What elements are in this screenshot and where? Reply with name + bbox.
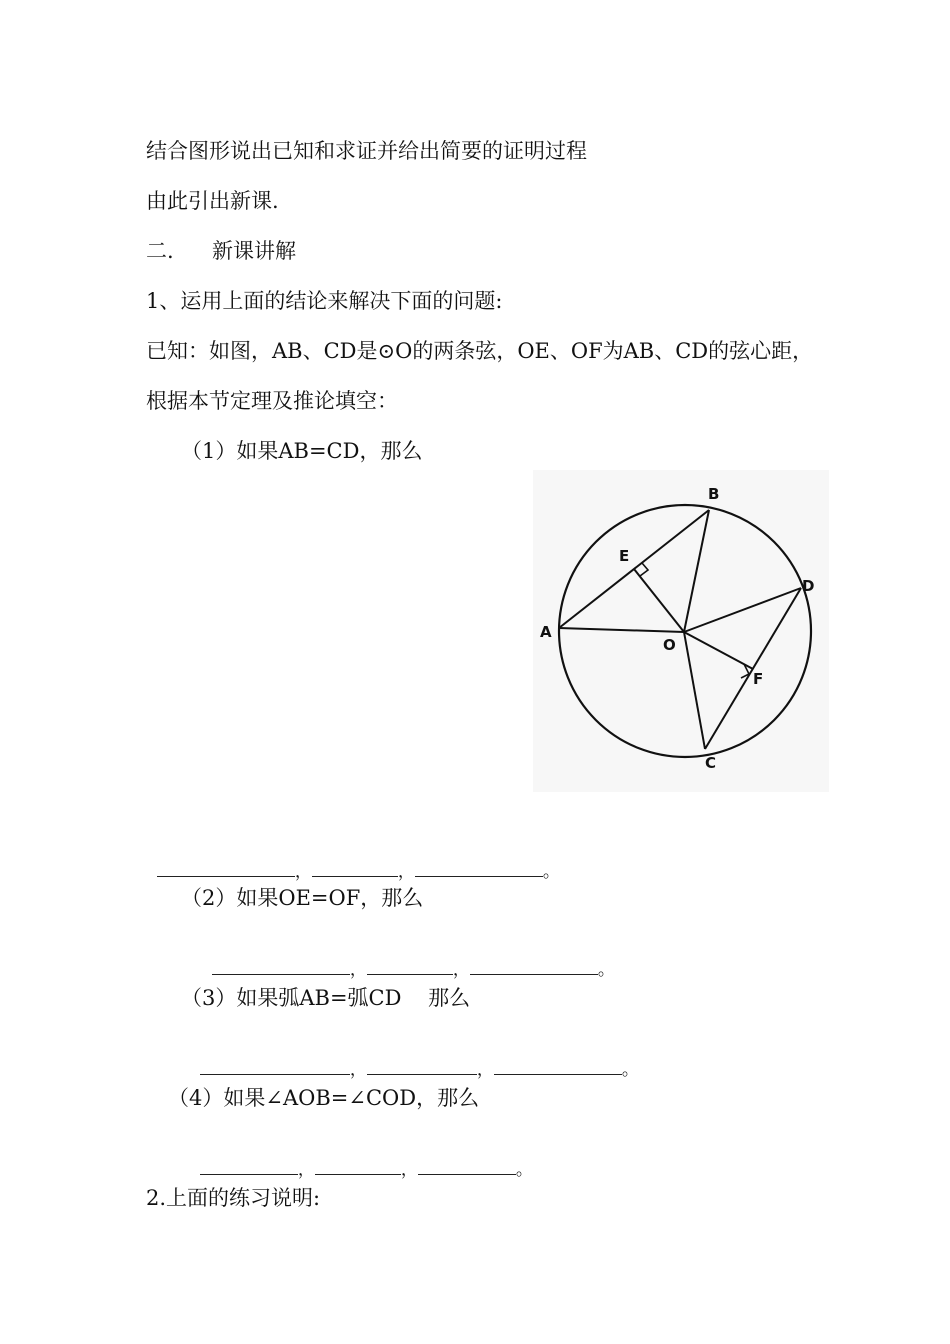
blank-input[interactable] [470, 960, 598, 975]
label-d: D [802, 577, 815, 595]
item-1-prompt: （1）如果AB=CD，那么 [181, 439, 423, 463]
comma: ， [297, 1160, 315, 1180]
circle-chords-figure [533, 470, 829, 796]
comma: ， [476, 1060, 494, 1080]
blank-input[interactable] [315, 1160, 401, 1175]
period: 。 [542, 862, 560, 882]
blank-input[interactable] [312, 862, 398, 877]
item-4-prompt: （4）如果∠AOB=∠COD，那么 [168, 1086, 480, 1110]
label-b: B [708, 485, 720, 503]
blank-input[interactable] [212, 960, 350, 975]
item-4-blanks [189, 1143, 533, 1179]
comma: ， [349, 1060, 367, 1080]
blank-input[interactable] [418, 1160, 516, 1175]
comma: ， [452, 960, 470, 980]
item-3-prompt: （3）如果弧AB=弧CD 那么 [181, 986, 471, 1010]
period: 。 [597, 960, 615, 980]
question-1-title: 1、运用上面的结论来解决下面的问题: [146, 289, 503, 313]
intro-line: 结合图形说出已知和求证并给出简要的证明过程 [146, 139, 587, 163]
comma: ， [397, 862, 415, 882]
blank-input[interactable] [415, 862, 543, 877]
period: 。 [621, 1060, 639, 1080]
given-statement: 已知：如图，AB、CD是⊙O的两条弦，OE、OF为AB、CD的弦心距， [146, 339, 814, 363]
comma: ， [349, 960, 367, 980]
item-2-prompt: （2）如果OE=OF，那么 [181, 886, 424, 910]
comma: ， [400, 1160, 418, 1180]
label-f: F [753, 670, 764, 688]
blank-input[interactable] [157, 862, 295, 877]
item-2-blanks [201, 943, 615, 979]
instruction-line: 根据本节定理及推论填空： [146, 389, 398, 413]
blank-input[interactable] [200, 1060, 350, 1075]
blank-input[interactable] [494, 1060, 622, 1075]
question-2-title: 2.上面的练习说明: [146, 1186, 321, 1210]
period: 。 [515, 1160, 533, 1180]
blank-input[interactable] [367, 960, 453, 975]
label-o: O [663, 636, 676, 654]
label-c: C [705, 754, 717, 772]
section-title: 新课讲解 [212, 239, 296, 263]
section-number: 二. [146, 239, 174, 263]
comma: ， [294, 862, 312, 882]
blank-input[interactable] [367, 1060, 477, 1075]
new-lesson-line: 由此引出新课. [146, 189, 279, 213]
item-1-blanks [146, 845, 560, 881]
blank-input[interactable] [200, 1160, 298, 1175]
item-3-blanks [189, 1043, 639, 1079]
label-a: A [540, 623, 552, 641]
label-e: E [619, 547, 630, 565]
